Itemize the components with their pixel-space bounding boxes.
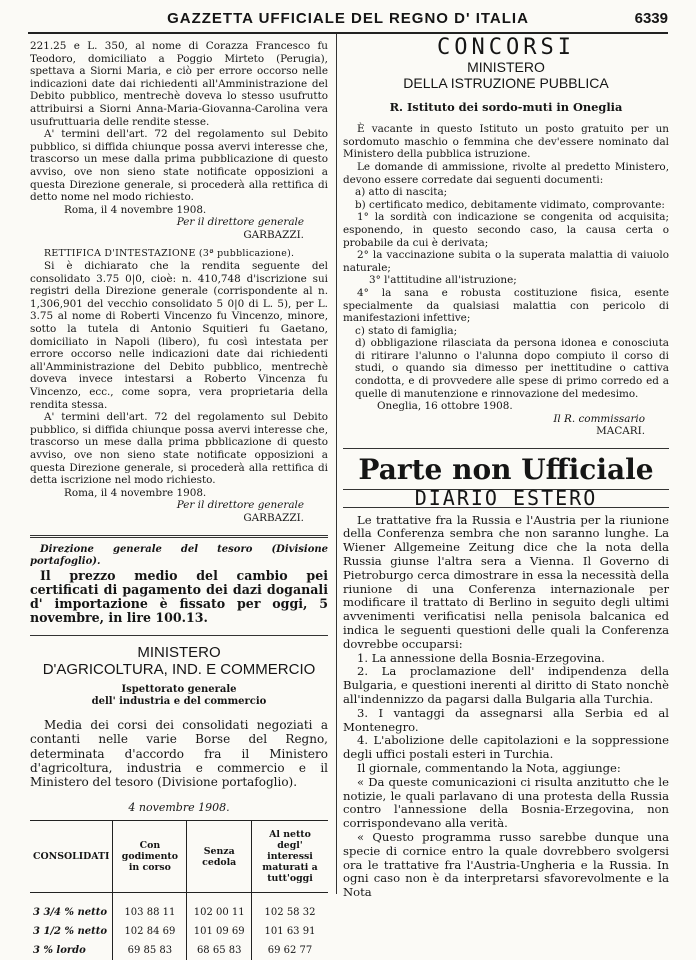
quote: « Da queste comunicazioni ci risulta anzitutto che le notizie, le quali parlavano di una protesta della Russia contro l'annessione della Bosnia-Erzegovina, non corrispondevano alla verità.: [343, 774, 669, 831]
left-column: [30, 40, 328, 960]
place-date: Roma, il 4 novembre 1908.: [64, 486, 207, 499]
list-item: 3. I vantaggi da assegnarsi alla Serbia ed al Montenegro.: [343, 705, 669, 734]
table-cell: 102 58 32: [252, 893, 329, 923]
right-column: [343, 35, 669, 900]
consolidati-table: [30, 820, 328, 960]
paragraph: È vacante in questo Istituto un posto gratuito per un sordomuto maschio o femmina che dev'essere nominato dal Ministero della pubblica istruzione.: [343, 123, 669, 161]
institute-heading: R. Istituto dei sordo-muti in Oneglia: [389, 99, 623, 114]
paragraph: A' termini dell'art. 72 del regolamento sul Debito pubblico, si diffida chiunque possa avervi interesse che, trascorso un mese dalla prima pubblicazione di questo avviso, ove non sieno state notificate opposizioni a questa Direzione generale, si procederà alla rettifica di detto nome nel modo richiesto.: [30, 128, 328, 204]
place-date: Oneglia, 16 ottobre 1908.: [377, 400, 513, 413]
signature-name: GARBAZZI.: [243, 511, 304, 524]
table-cell: 103 88 11: [113, 893, 187, 923]
signature-name: GARBAZZI.: [243, 228, 304, 241]
column-header: Senza cedola: [187, 821, 252, 893]
list-item: 1° la sordità con indicazione se congenita od acquisita; esponendo, in questo secondo caso, la causa certa o probabile da cui è derivata;: [343, 211, 669, 249]
list-item: 2° la vaccinazione subita o la superata malattia di vaiuolo naturale;: [343, 249, 669, 274]
section-title: Direzione generale del tesoro (Divisione portafoglio).: [30, 543, 328, 568]
ministry-line: MINISTERO: [467, 58, 545, 75]
ministry-heading: [343, 59, 669, 91]
signature-title: Il R. commissario: [553, 412, 645, 425]
signature-name: MACARI.: [596, 425, 645, 438]
paragraph: Media dei corsi dei consolidati negoziati a contanti nelle varie Borse del Regno, determinata d'accordo fra il Ministero d'agricoltura, industria e commercio e il Ministero del tesoro (Divisione portafoglio).: [30, 717, 328, 790]
ministry-heading: [30, 644, 328, 678]
list-item: c) stato di famiglia;: [355, 324, 458, 337]
divider: [343, 448, 669, 449]
table-row: [30, 893, 328, 923]
office-line: dell' industria e del commercio: [91, 695, 267, 707]
list-item: d) obbligazione rilasciata da persona idonea e conosciuta di ritirare l'alunno o l'alunna dopo compiuto il corso di studi, o quando sia dimesso per inettitudine o cattiva condotta, e di provvedere alle spese di primo corredo ed a quelle di manutenzione e rinnovazione del medesimo.: [355, 337, 669, 400]
table-date: 4 novembre 1908.: [128, 800, 230, 814]
table-cell: 102 00 11: [187, 893, 252, 923]
signature-title: Per il direttore generale: [176, 499, 304, 512]
newspaper-title: GAZZETTA UFFICIALE DEL REGNO D' ITALIA: [167, 10, 529, 27]
column-header: Al netto degl' interessi maturati a tutt'oggi: [252, 821, 329, 893]
table-cell: 3 3/4 % netto: [33, 907, 108, 919]
concorsi-heading: CONCORSI: [437, 35, 575, 60]
table-cell: 3 % lordo: [33, 944, 86, 956]
column-divider: [336, 34, 337, 894]
paragraph: Le domande di ammissione, rivolte al predetto Ministero, devono essere corredate dai seguenti documenti:: [343, 160, 669, 186]
section-title: RETTIFICA D'INTESTAZIONE (3ª pubblicazione).: [44, 247, 295, 259]
exchange-notice: Il prezzo medio del cambio pei certificati di pagamento dei dazi doganali d' importazione è fissato per oggi, 5 novembre, in lire 100.13.: [30, 567, 328, 625]
table-row: [30, 942, 328, 960]
list-item: 2. La proclamazione dell' indipendenza della Bulgaria, e questioni inerenti al diritto di Stato nonchè all'indennizzo da pagarsi dalla Bulgaria alla Turchia.: [343, 664, 669, 706]
ministry-line: D'AGRICOLTURA, IND. E COMMERCIO: [42, 660, 316, 678]
signature: [30, 499, 328, 524]
column-header: Con godimento in corso: [113, 821, 187, 893]
signature: [343, 413, 669, 438]
paragraph: Si è dichiarato che la rendita seguente del consolidato 3.75 0|0, cioè: n. 410,748 d'iscrizione sui registri della Direzione generale (corrispondente al n. 1,306,901 del vecchio consolidato 5 0|0 di L. 5), per L. 3.75 al nome di Roberti Vincenzo fu Vincenzo, minore, sotto la tutela di Antonio Squitieri fu Gaetano, domiciliato in Napoli (libero), fu così intestata per errore occorso nelle indicazioni date dai richiedenti all'Amministrazione del Debito pubblico, mentrechè doveva invece intestarsi a Roberto Vincenza fu Vincenzo, ecc., come sopra, vera proprietaria della rendita stessa.: [30, 260, 328, 411]
quote: « Questo programma russo sarebbe dunque una specie di cornice entro la quale dovrebbero svolgersi ora le trattative fra l'Austria-Ungheria e la Russia. In ogni caso non è da interpretarsi sfavorevolmente e la Nota: [343, 829, 669, 900]
ministry-line: DELLA ISTRUZIONE PUBBLICA: [403, 74, 609, 91]
signature-title: Per il direttore generale: [176, 216, 304, 229]
table-cell: 101 63 91: [252, 923, 329, 942]
table-cell: 68 65 83: [187, 942, 252, 960]
parte-non-ufficiale-heading: Parte non Ufficiale: [358, 453, 654, 487]
ministry-line: MINISTERO: [137, 643, 221, 661]
table-cell: 69 85 83: [113, 942, 187, 960]
list-item: 4° la sana e robusta costituzione fisica, esente specialmente da qualsiasi malattia con pericolo di manifestazioni infettive;: [343, 286, 669, 325]
table-cell: 101 09 69: [187, 923, 252, 942]
divider: [30, 535, 328, 538]
table-cell: 3 1/2 % netto: [33, 925, 108, 937]
place-date: Roma, il 4 novembre 1908.: [64, 203, 207, 216]
paragraph: A' termini dell'art. 72 del regolamento sul Debito pubblico, si diffida chiunque possa avervi interesse che, trascorso un mese dalla prima pbblicazione di questo avviso, ove non sieno state notificate opposizioni a questa Direzione generale, si procederà alla rettifica di detta iscrizione nel modo richiesto.: [30, 411, 328, 487]
paragraph: Il giornale, commentando la Nota, aggiunge:: [357, 760, 621, 775]
paragraph: Le trattative fra la Russia e l'Austria per la riunione della Conferenza sembra che non saranno lunghe. La Wiener Allgemeine Zeitung dice che la nota della Russia giunse l'altra sera a Vienna. Il Governo di Pietroburgo cerca dimostrare in essa la necessità della riunione di una Conferenza internazionale per modificare il trattato di Berlino in seguito degli ultimi avvenimenti verificatisi nella penisola balcanica ed indica le seguenti questioni delle quali la Conferenza dovrebbe occuparsi:: [343, 512, 669, 651]
table-cell: 69 62 77: [252, 942, 329, 960]
list-item: 1. La annessione della Bosnia-Erzegovina.: [357, 650, 605, 665]
list-item: a) atto di nascita;: [355, 186, 448, 199]
table-row: [30, 923, 328, 942]
divider: [30, 635, 328, 636]
office-heading: [30, 684, 328, 708]
page-number: 6339: [634, 10, 668, 27]
table-cell: 102 84 69: [113, 923, 187, 942]
list-item: b) certificato medico, debitamente vidimato, comprovante:: [355, 198, 665, 211]
list-item: 4. L'abolizione delle capitolazioni e la soppressione degli uffici postali esteri in Turchia.: [343, 733, 669, 762]
signature: [30, 216, 328, 241]
column-header: CONSOLIDATI: [30, 821, 113, 893]
office-line: Ispettorato generale: [121, 683, 237, 695]
diario-estero-heading: DIARIO ESTERO: [414, 486, 598, 511]
paragraph: 221.25 e L. 350, al nome di Corazza Francesco fu Teodoro, domiciliato a Poggio Mirteto (Perugia), spettava a Siorni Maria, e ciò per errore occorso nelle indicazioni date dai richiedenti all'Amministrazione del Debito pubblico, mentrechè doveva lo stesso usufrutto attribuirsi a Siorni Anna-Maria-Giovanna-Carolina vera usufruttuaria delle rendite stesse.: [30, 40, 328, 128]
page-header: [28, 8, 668, 34]
list-item: 3° l'attitudine all'istruzione;: [369, 274, 517, 287]
table-header-row: [30, 821, 328, 893]
